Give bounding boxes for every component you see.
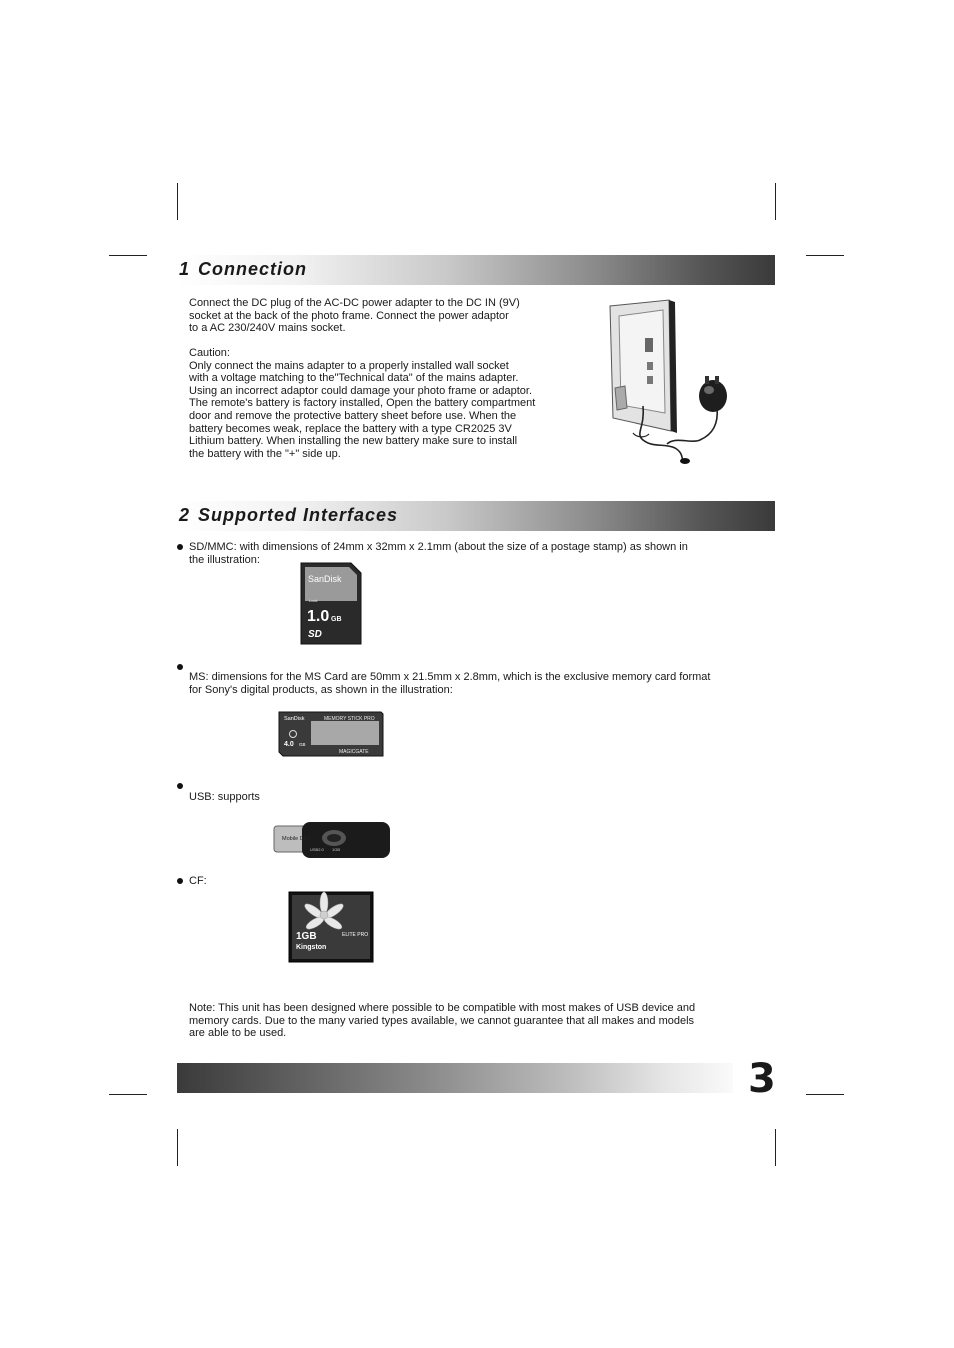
section-2-header	[177, 501, 775, 531]
caution-paragraph: Caution: Only connect the mains adapter to a properly installed wall socket with a voltage matching to the"Technical data" of the mains adapter. Using an incorrect adaptor could damage your photo frame or adaptor. The remote's battery is factory installed, Open the battery compartment door and remove the protective battery sheet before use. When the battery becomes weak, replace the battery with a type CR2025 3V Lithium battery. When installing the new battery make sure to install the battery with the "+" side up.	[189, 347, 536, 460]
usb-speed: USB2.0	[310, 847, 324, 852]
crop-mark-right-lower	[806, 1094, 844, 1095]
cf-product: ELITE PRO	[342, 932, 369, 938]
crop-mark-right-upper	[806, 255, 844, 256]
section-1-title-text: Connection	[198, 259, 308, 279]
crop-mark-top-right	[775, 183, 776, 220]
ms-footer: MAGICGATE	[339, 749, 369, 755]
usb-drive-illustration	[272, 818, 394, 860]
list-item-ms: MS: dimensions for the MS Card are 50mm x 21.5mm x 2.8mm, which is the exclusive memory card format for Sony's digital products, as shown in the illustration:	[189, 671, 711, 696]
page-number: 3	[748, 1056, 776, 1102]
crop-mark-bottom-left	[177, 1129, 178, 1166]
crop-mark-bottom-right	[775, 1129, 776, 1166]
list-item-usb: USB: supports	[189, 791, 260, 803]
ms-capacity: 4.0	[284, 741, 294, 748]
crop-mark-left-lower	[109, 1094, 147, 1095]
section-2-title-text: Supported Interfaces	[198, 505, 399, 525]
connection-paragraph: Connect the DC plug of the AC-DC power adapter to the DC IN (9V) socket at the back of the photo frame. Connect the power adaptor to a AC 230/240V mains socket.	[189, 297, 520, 335]
bullet-ms	[177, 664, 183, 670]
list-item-sd: SD/MMC: with dimensions of 24mm x 32mm x 2.1mm (about the size of a postage stamp) as shown in the illustration:	[189, 541, 688, 566]
memory-stick-illustration	[277, 710, 385, 758]
section-1-title	[179, 259, 307, 280]
usb-capacity: 1GB	[332, 847, 341, 852]
ms-brand: SanDisk	[284, 716, 305, 722]
compatibility-note: Note: This unit has been designed where possible to be compatible with most makes of USB device and memory cards. Due to the many varied types available, we cannot guarantee that all makes and models are able to be used.	[189, 1002, 696, 1040]
photo-frame-adapter-illustration	[605, 298, 735, 468]
cf-card-illustration	[288, 891, 375, 963]
bullet-cf	[177, 878, 183, 884]
section-2-title	[179, 505, 398, 526]
sd-lock-label: Lock	[309, 598, 318, 603]
sd-logo: SD	[308, 629, 322, 640]
sd-card-illustration	[299, 561, 363, 646]
cf-brand: Kingston	[296, 944, 327, 951]
section-1-number: 1	[179, 259, 191, 279]
sd-capacity: 1.0	[307, 608, 330, 625]
footer-bar	[177, 1063, 733, 1093]
list-item-cf: CF:	[189, 875, 207, 887]
cf-capacity: 1GB	[296, 931, 317, 942]
bullet-usb	[177, 783, 183, 789]
section-1-header	[177, 255, 775, 285]
ms-product: MEMORY STICK PRO	[324, 716, 375, 722]
crop-mark-top-left	[177, 183, 178, 220]
ms-unit: GB	[299, 742, 306, 747]
sd-brand: SanDisk	[308, 574, 342, 584]
sd-unit: GB	[331, 616, 342, 623]
usb-label: Mobile Disk	[282, 836, 311, 842]
section-2-number: 2	[179, 505, 191, 525]
crop-mark-left-upper	[109, 255, 147, 256]
bullet-sd	[177, 544, 183, 550]
